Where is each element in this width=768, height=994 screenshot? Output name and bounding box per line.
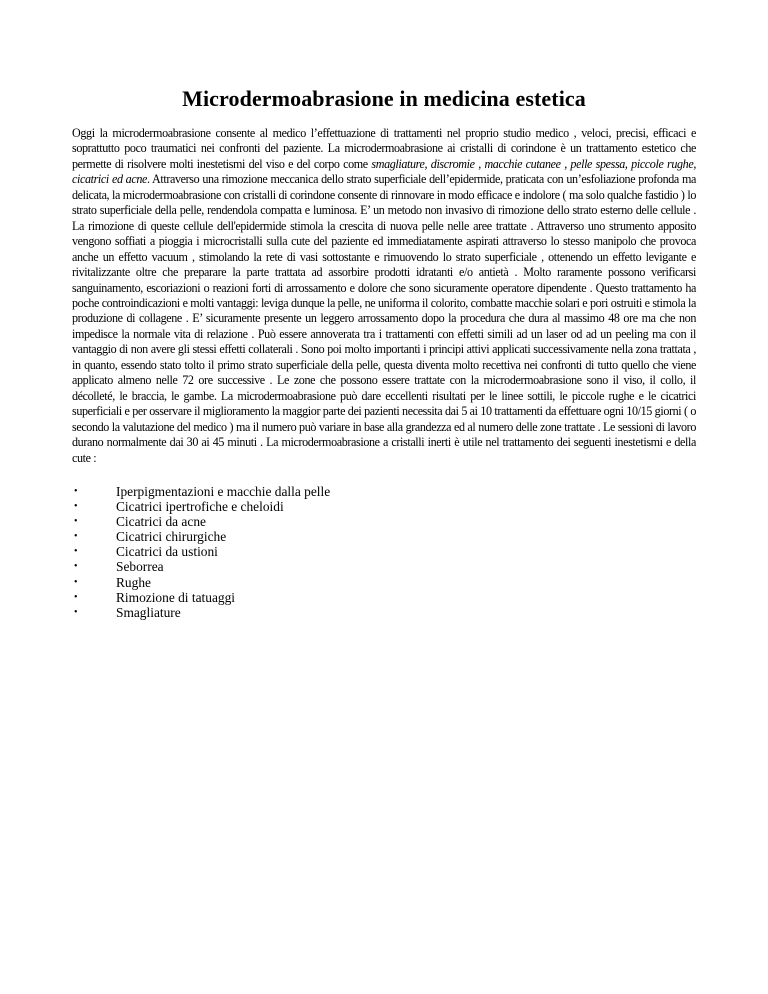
bullet-icon: • (74, 546, 78, 558)
list-item (72, 605, 696, 620)
paragraph-text-intro: Oggi la microdermoabrasione consente al medico l’effettuazione di trattamenti nel proprio studio medico , veloci, precisi, efficaci e soprattutto poco traumatici nei confronti del paziente. La microdermoabrasione ai cristalli di corindone è un trattamento estetico che permette di risolvere molti inestetismi del viso e del corpo come (72, 126, 696, 171)
paragraph-text-italic-conditions: smagliature, discromie , macchie cutanee , pelle spessa, piccole rughe, cicatrici ed acne (72, 156, 696, 187)
list-item (72, 529, 696, 544)
bullet-icon: • (74, 591, 78, 603)
bullet-icon: • (74, 561, 78, 573)
list-item-label: Cicatrici da acne (116, 514, 206, 530)
list-item (72, 514, 696, 529)
list-item (72, 499, 696, 514)
document-page (72, 0, 696, 620)
list-item-label: Cicatrici chirurgiche (116, 529, 227, 545)
list-item (72, 484, 696, 499)
bullet-icon: • (74, 606, 78, 618)
bullet-icon: • (74, 531, 78, 543)
paragraph-text-main: . Attraverso una rimozione meccanica dello strato superficiale dell’epidermide, praticata con un’esfoliazione profonda ma delicata, la microdermoabrasione con cristalli di corindone consente di rinnovare in modo efficace e indolore ( ma solo qualche fastidio ) lo strato superficiale della pelle, rendendola compatta e luminosa. E’ un metodo non invasivo di rimozione dello strato esterno delle cellule . La rimozione di queste cellule dell'epidermide stimola la crescita di nuova pelle nelle aree trattate . Attraverso uno strumento apposito vengono soffiati a pioggia i microcristalli sulla cute del paziente ed immediatamente aspirati attraverso lo stesso manipolo che provoca anche un effetto vacuum , stimolando la rete di vasi sottostante e rimuovendo lo strato superficiale , ottenendo un effetto levigante e rivitalizzante oltre che preparare la parte trattata ad assorbire prodotti idratanti e/o antietà . Molto raramente possono verificarsi sanguinamento, escoriazioni o reazioni forti di arrossamento e dolore che sono sicuramente operatore dipendente . Questo trattamento ha poche controindicazioni e molti vantaggi: leviga dunque la pelle, ne uniforma il colorito, combatte macchie solari e pori ostruiti e stimola la produzione di collagene . E’ sicuramente presente un leggero arrossamento dopo la procedura che dura al massimo 48 ore ma che non impedisce la normale vita di relazione . Può essere annoverata tra i trattamenti con effetti simili ad un laser od ad un peeling ma con il vantaggio di non avere gli stessi effetti collaterali . Sono poi molto importanti i principi attivi applicati successivamente nella zona trattata , in quanto, essendo stato tolto il primo strato superficiale della pelle, questa diventa molto recettiva nei confronti di tutto quello che viene applicato almeno nelle 72 ore successive . Le zone che possono essere trattate con la microdermoabrasione sono il viso, il collo, il décolleté, le braccia, le gambe. La microdermoabrasione può dare eccellenti risultati per le linee sottili, le piccole rughe e le cicatrici superficiali e per osservare il miglioramento la maggior parte dei pazienti necessita dai 5 ai 10 trattamenti da effettuare ogni 10/15 giorni ( o secondo la valutazione del medico ) ma il numero può variare in base alla grandezza ed al numero delle zone trattate . Le sessioni di lavoro durano normalmente dai 30 ai 45 minuti . La microdermoabrasione a cristalli inerti è utile nel trattamento dei seguenti inestetismi e della cute : (72, 172, 696, 465)
list-item (72, 575, 696, 590)
bullet-icon: • (74, 576, 78, 588)
list-item-label: Rughe (116, 574, 151, 590)
body-paragraph (72, 126, 696, 466)
conditions-list (72, 484, 696, 620)
list-item (72, 544, 696, 559)
list-item (72, 590, 696, 605)
list-item-label: Rimozione di tatuaggi (116, 589, 236, 605)
list-item-label: Iperpigmentazioni e macchie dalla pelle (116, 483, 331, 499)
list-item (72, 559, 696, 574)
bullet-icon: • (74, 501, 78, 513)
bullet-icon: • (74, 516, 78, 528)
document-title: Microdermoabrasione in medicina estetica (182, 86, 586, 111)
list-item-label: Seborrea (116, 559, 164, 575)
list-item-label: Cicatrici ipertrofiche e cheloidi (116, 499, 284, 515)
list-item-label: Smagliature (116, 604, 181, 620)
bullet-icon: • (74, 485, 78, 497)
list-item-label: Cicatrici da ustioni (116, 544, 218, 560)
